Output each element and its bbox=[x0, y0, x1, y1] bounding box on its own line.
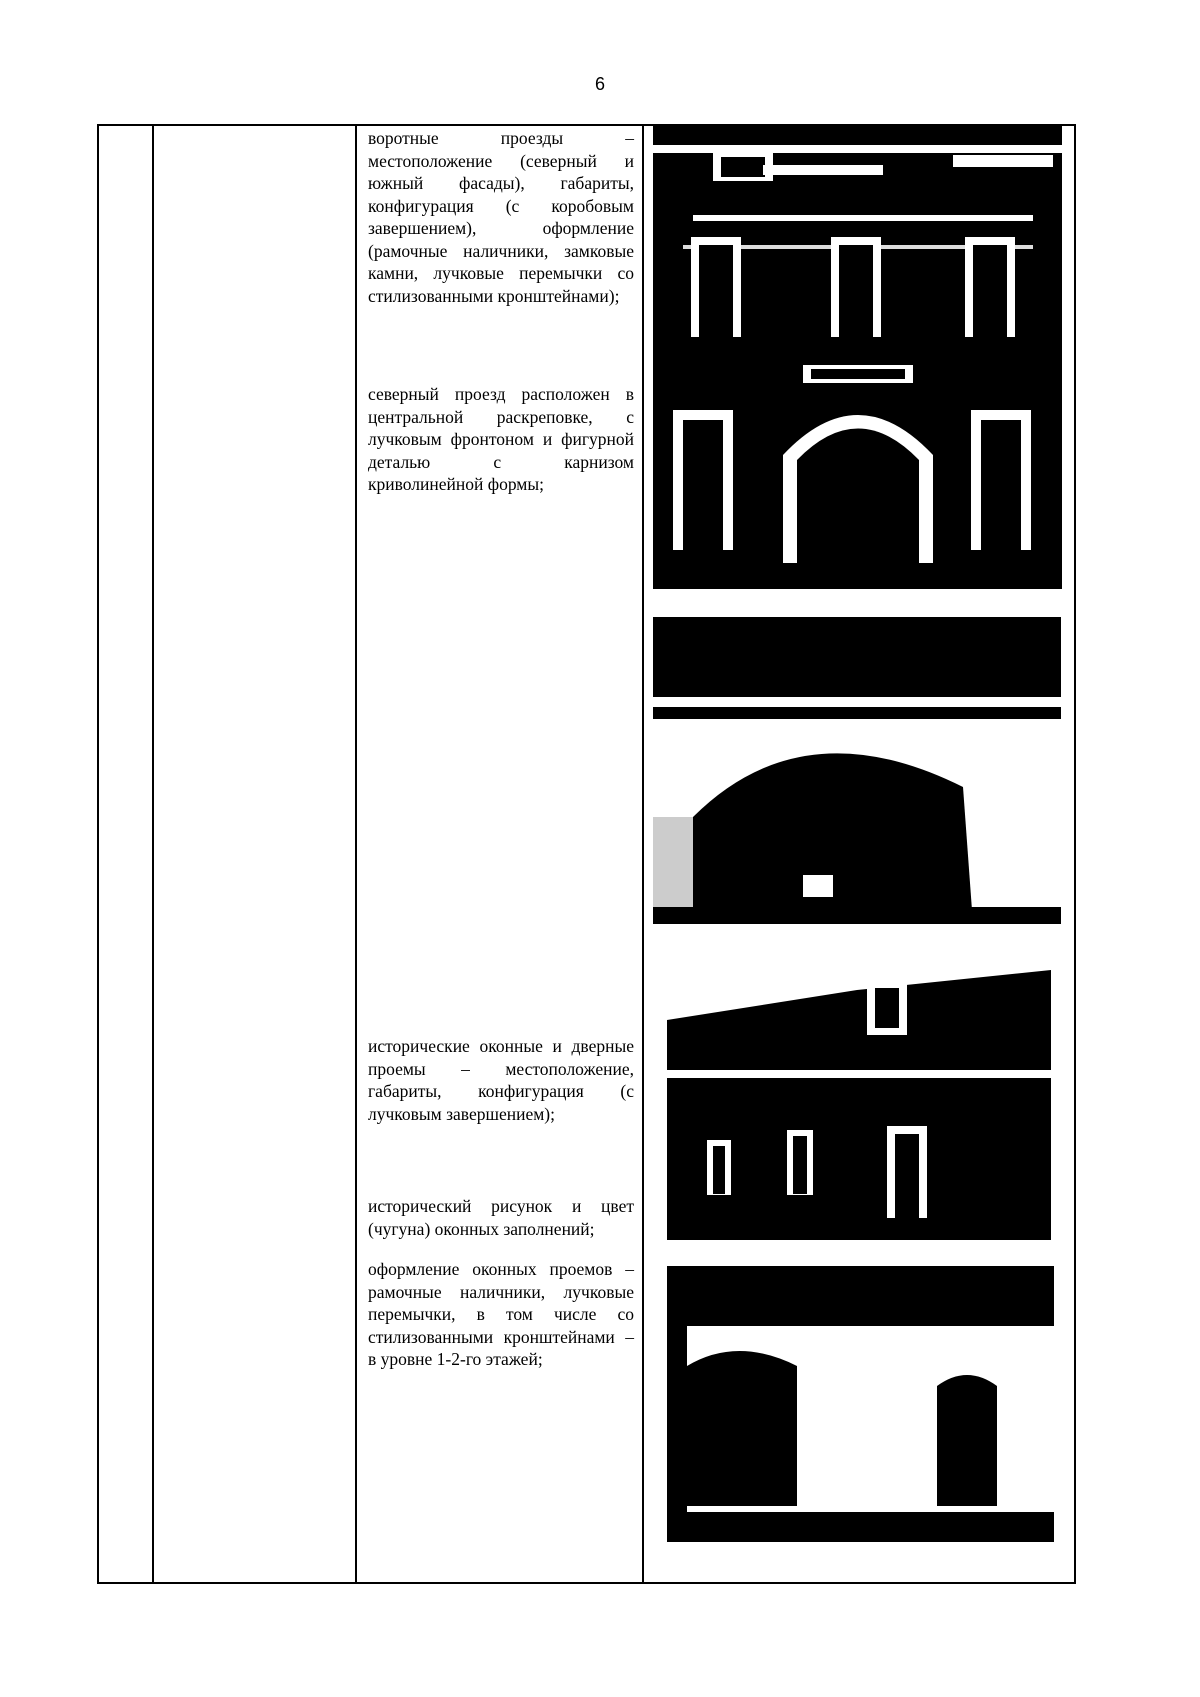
column-divider-3 bbox=[642, 126, 644, 1582]
column-divider-2 bbox=[355, 126, 357, 1582]
paragraph-window-door-openings: исторические оконные и дверные проемы – местоположение, габариты, конфигурация (с лучковым завершением); bbox=[368, 1036, 634, 1124]
paragraph-gate-passages: воротные проезды – местоположение (северный и южный фасады), габариты, конфигурация (с коробовым завершением), оформление (рамочные наличники, замковые камни, лучковые перемычки со стилизованными кронштейнами); bbox=[368, 128, 634, 306]
photo-building-wing bbox=[667, 950, 1051, 1240]
page-number: 6 bbox=[594, 74, 605, 94]
paragraph-window-fillings: исторический рисунок и цвет (чугуна) оконных заполнений; bbox=[368, 1196, 634, 1239]
paragraph-north-passage: северный проезд расположен в центральной раскреповке, с лучковым фронтоном и фигурной деталью с карнизом криволинейной формы; bbox=[368, 384, 634, 494]
photo-arch-closeup bbox=[653, 617, 1061, 924]
column-divider-1 bbox=[152, 126, 154, 1582]
photo-window-frames bbox=[667, 1266, 1054, 1542]
photo-north-facade-gate bbox=[653, 125, 1062, 589]
paragraph-window-decoration: оформление оконных проемов – рамочные наличники, лучковые перемычки, в том числе со стилизованными кронштейнами – в уровне 1-2-го этажей; bbox=[368, 1259, 634, 1369]
